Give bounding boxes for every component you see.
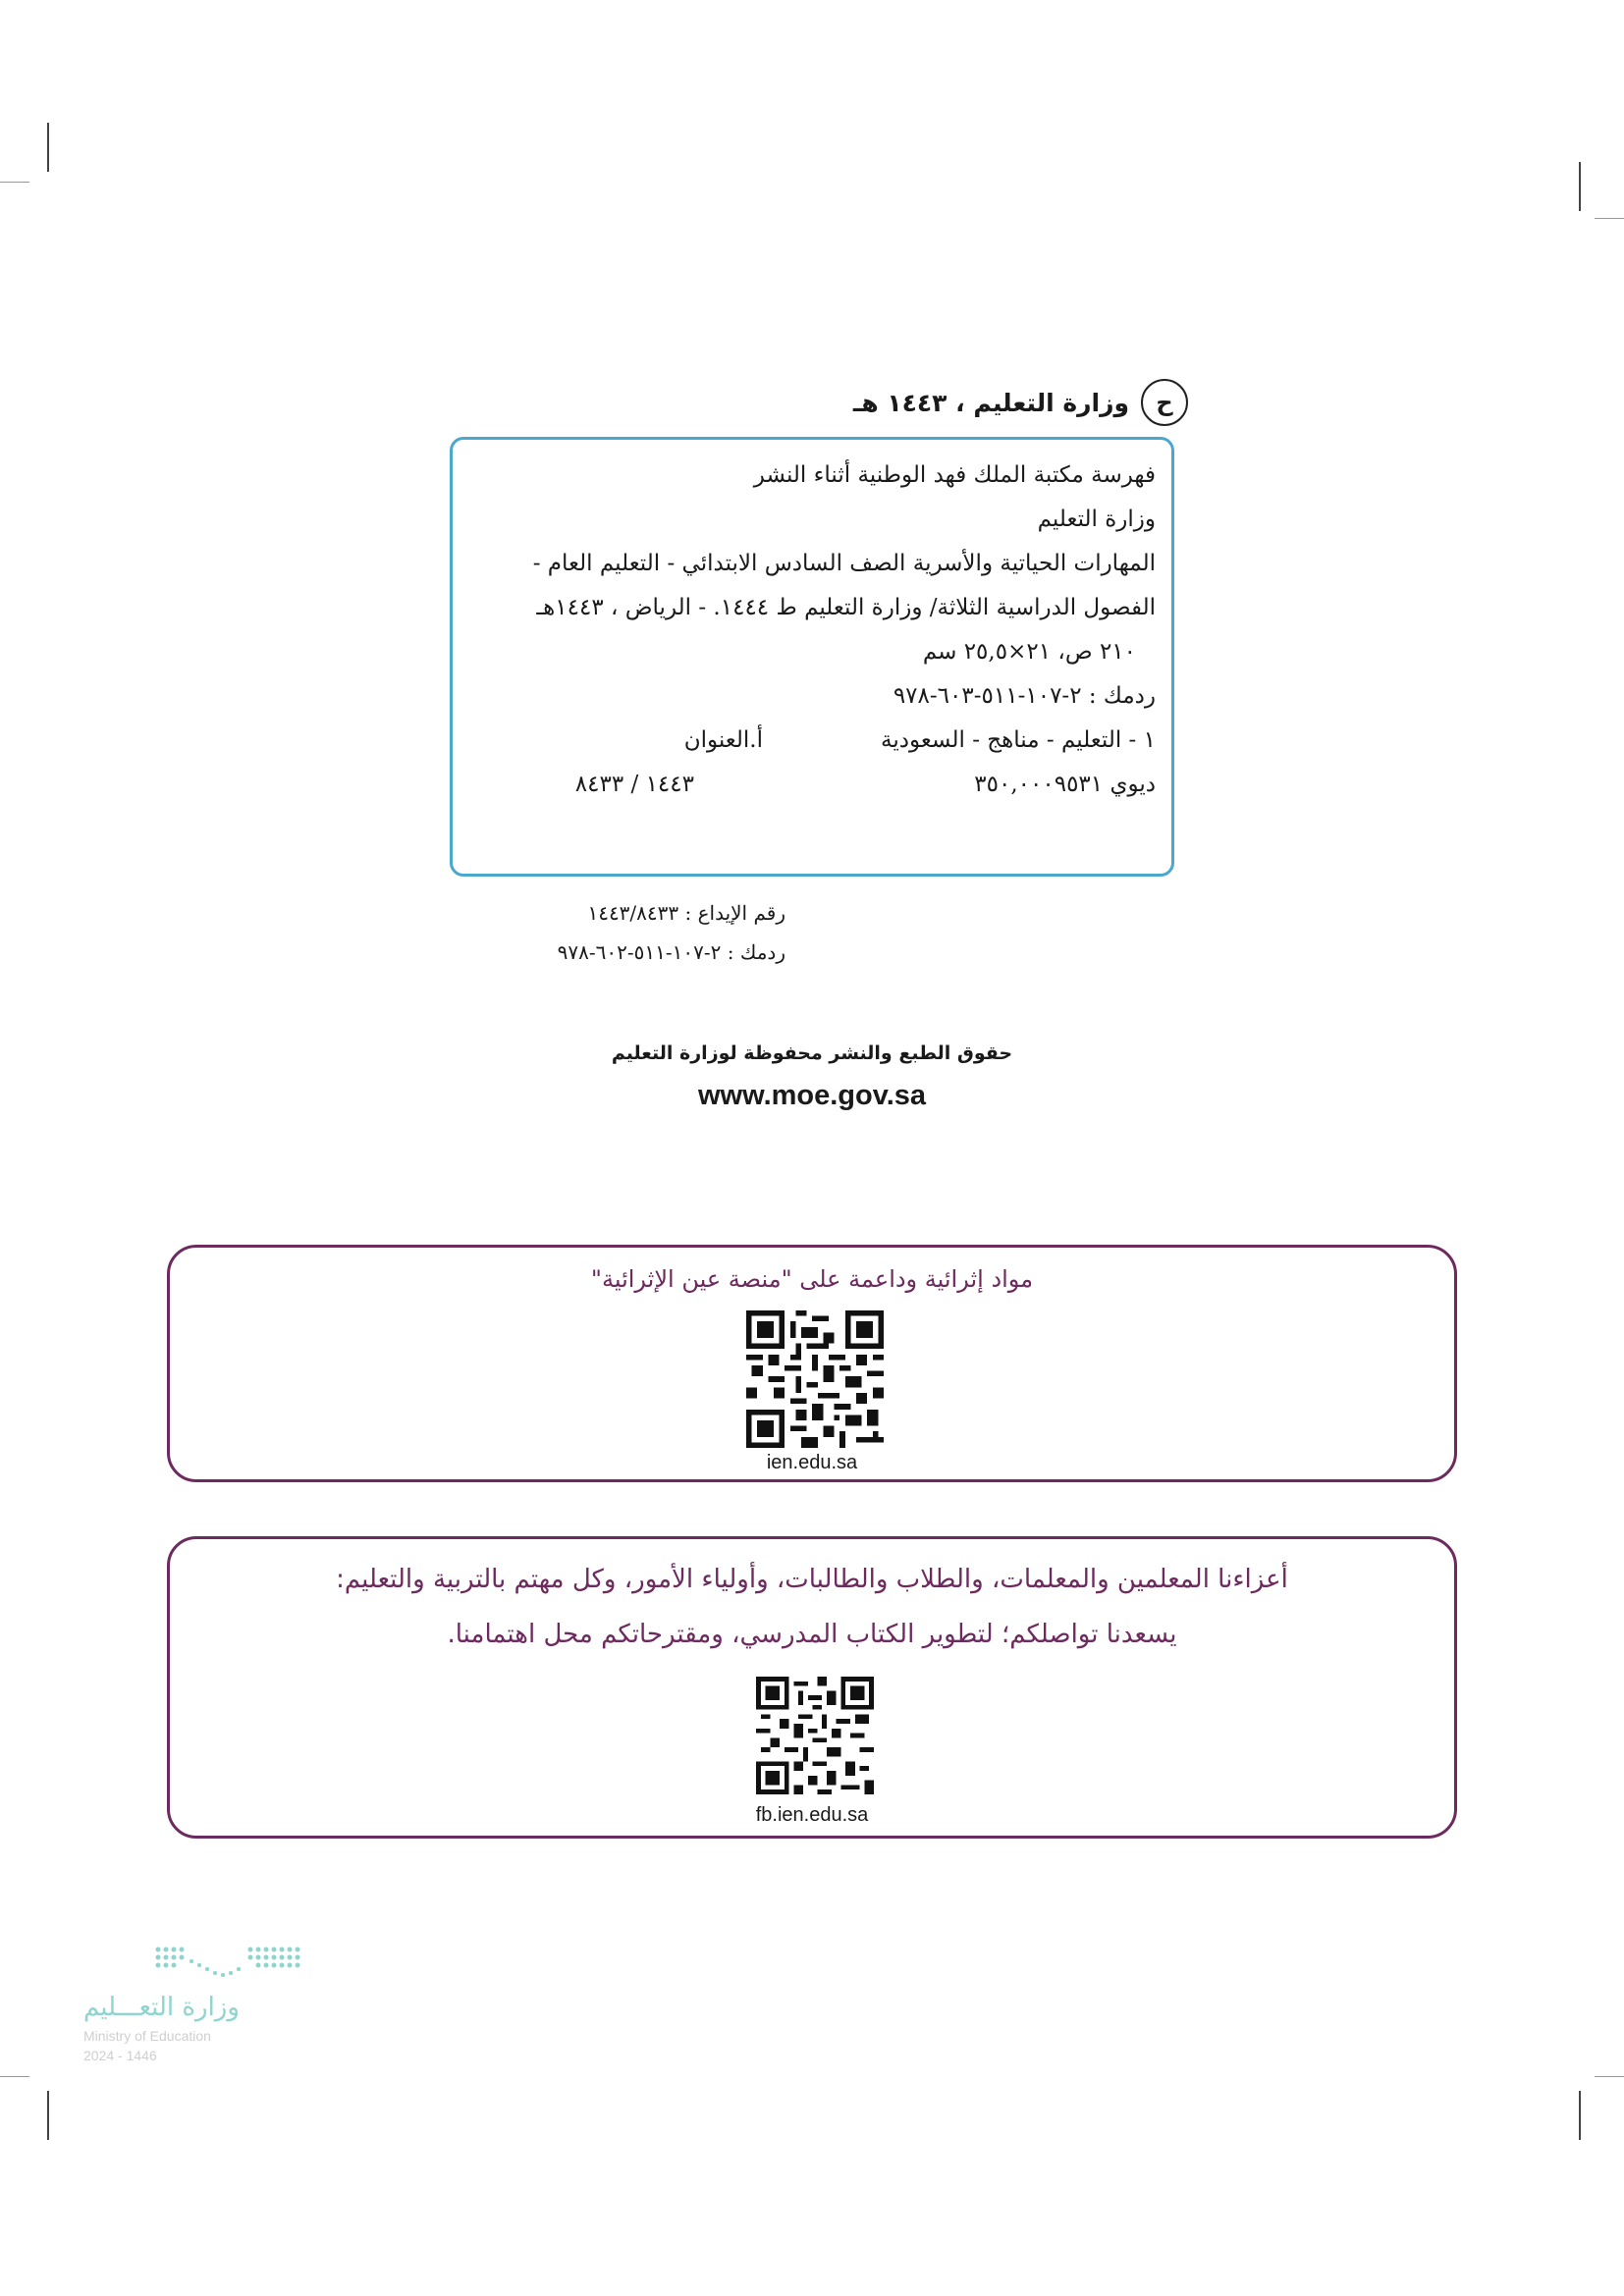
cip-description-1: المهارات الحياتية والأسرية الصف السادس الابتدائي - التعليم العام - (532, 551, 1156, 576)
crop-mark (1579, 2091, 1581, 2140)
feedback-url[interactable]: fb.ien.edu.sa (755, 1804, 869, 1826)
logo-year: 2024 - 1446 (83, 2048, 157, 2063)
isbn-line: ردمك : ٢-١٠٧-٥١١-٦٠٢-٩٧٨ (557, 940, 785, 964)
crop-mark (1595, 2076, 1624, 2077)
crop-mark (1579, 162, 1581, 211)
feedback-box (167, 1536, 1457, 1839)
logo-dots-icon (152, 1942, 309, 1991)
ministry-logo (83, 1942, 309, 2079)
enrichment-url[interactable]: ien.edu.sa (766, 1452, 858, 1473)
qr-code-icon[interactable] (746, 1310, 884, 1448)
qr-code-icon[interactable] (756, 1677, 874, 1794)
cip-description-2: الفصول الدراسية الثلاثة/ وزارة التعليم ط ١٤٤٤. - الرياض ، ١٤٤٣هـ (536, 595, 1156, 620)
feedback-line-1: أعزاءنا المعلمين والمعلمات، والطلاب والطالبات، وأولياء الأمور، وكل مهتم بالتربية والتعليم: (336, 1565, 1288, 1594)
cip-title: فهرسة مكتبة الملك فهد الوطنية أثناء النشر (753, 462, 1156, 488)
crop-mark (0, 2076, 29, 2077)
logo-arabic-text: وزارة التعـــليم (83, 1993, 240, 2022)
rights-statement: حقوق الطبع والنشر محفوظة لوزارة التعليم (611, 1042, 1013, 1064)
cataloging-in-publication-box (450, 437, 1174, 877)
cip-title-entry: أ.العنوان (683, 727, 763, 753)
copyright-symbol: ح (1141, 379, 1188, 426)
cip-isbn: ردمك : ٢-١٠٧-٥١١-٦٠٣-٩٧٨ (893, 683, 1156, 709)
cip-subjects-row (468, 719, 1156, 763)
website-link[interactable]: www.moe.gov.sa (697, 1080, 927, 1111)
copyright-text: وزارة التعليم ، ١٤٤٣ هـ (852, 388, 1129, 417)
crop-mark (1595, 218, 1624, 219)
cip-physical: ٢١٠ ص، ٢١×٢٥,٥ سم (922, 639, 1136, 665)
enrichment-title: مواد إثرائية وداعمة على "منصة عين الإثرائية" (590, 1265, 1034, 1293)
crop-mark (47, 123, 49, 172)
feedback-line-2: يسعدنا تواصلكم؛ لتطوير الكتاب المدرسي، ومقترحاتكم محل اهتمامنا. (447, 1620, 1177, 1649)
cip-deposit: ١٤٤٣ / ٨٤٣٣ (574, 772, 694, 797)
deposit-number: رقم الإيداع : ١٤٤٣/٨٤٣٣ (587, 901, 785, 925)
cip-dewey: ديوي ٣٥٠,٠٠٠٩٥٣١ (974, 772, 1156, 797)
copyright-line (648, 373, 1188, 432)
cip-dewey-row (468, 763, 1156, 807)
logo-english-text: Ministry of Education (83, 2028, 211, 2044)
cip-subjects: ١ - التعليم - مناهج - السعودية (881, 727, 1156, 753)
enrichment-box (167, 1245, 1457, 1482)
cip-author: وزارة التعليم (1037, 507, 1156, 532)
crop-mark (0, 182, 29, 183)
crop-mark (47, 2091, 49, 2140)
